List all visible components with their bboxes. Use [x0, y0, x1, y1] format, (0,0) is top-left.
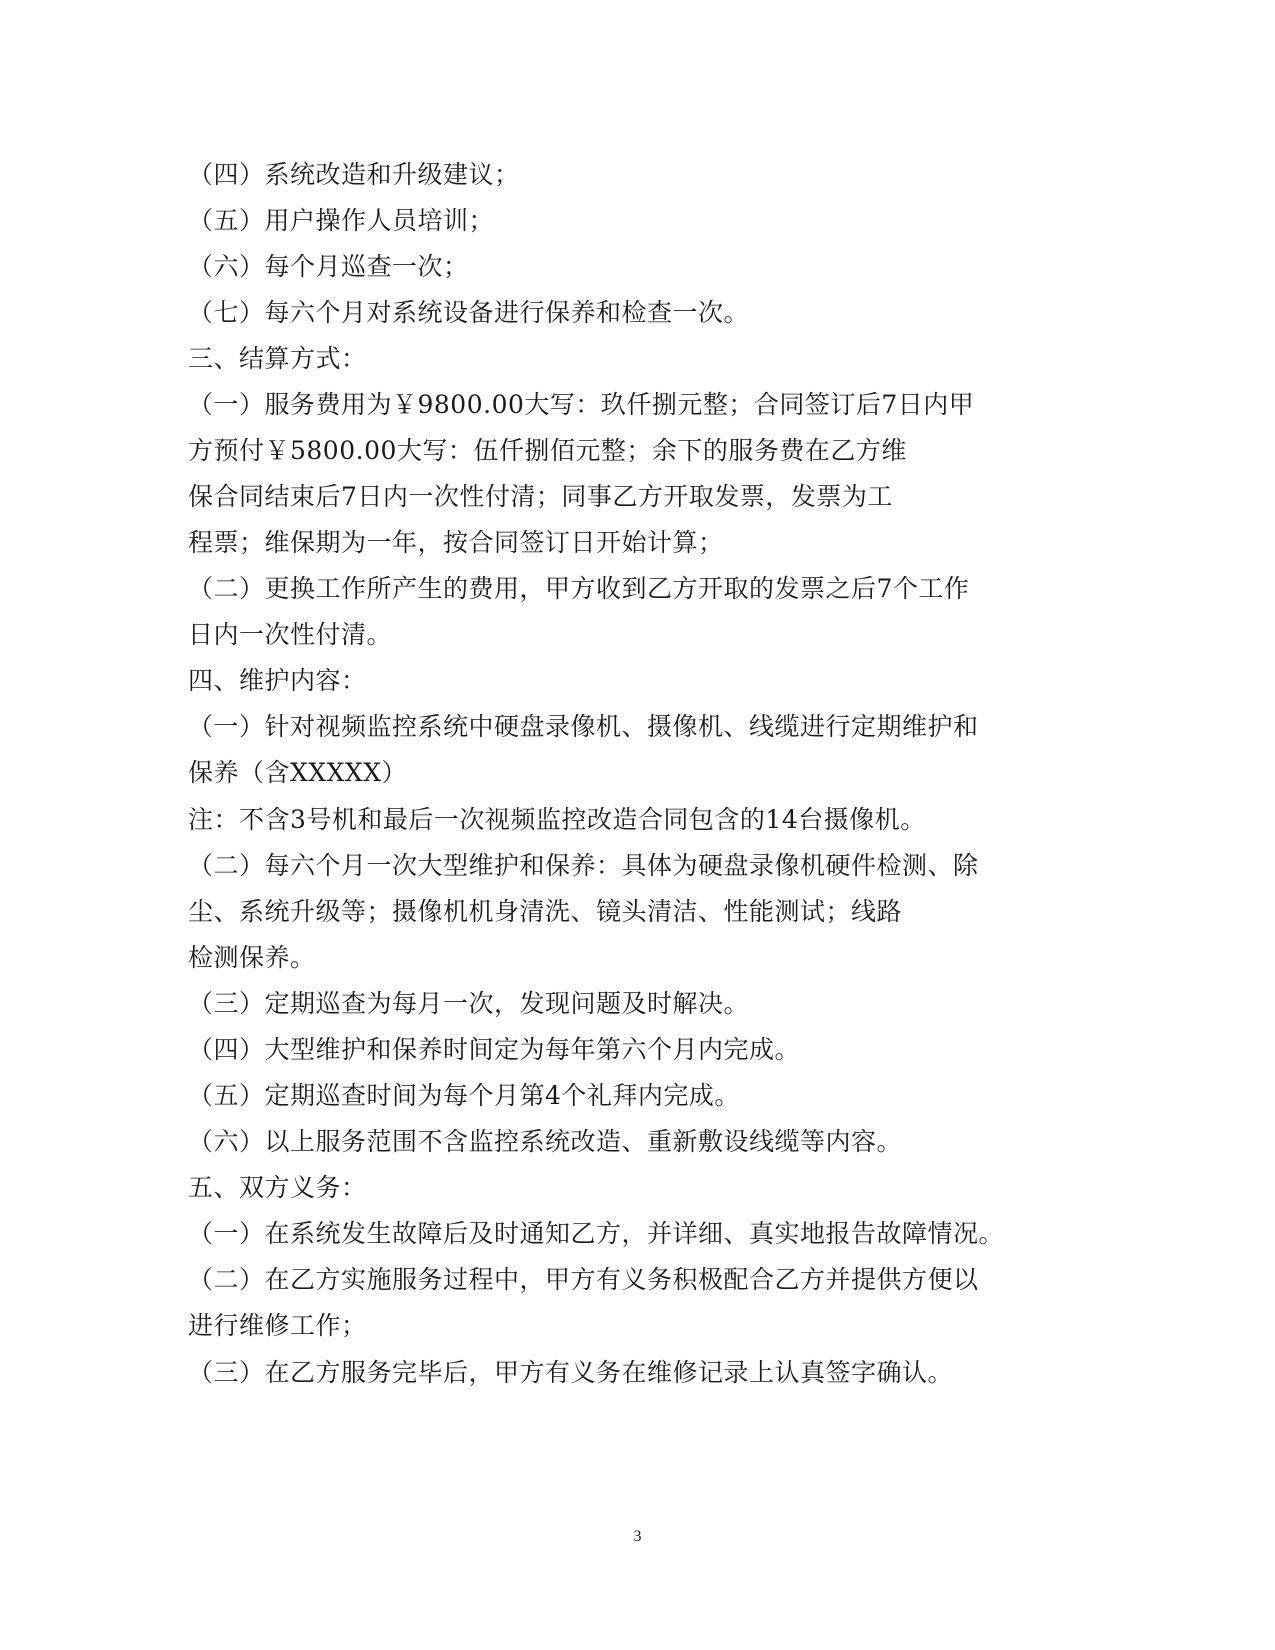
text-line: （二）每六个月一次大型维护和保养：具体为硬盘录像机硬件检测、除: [188, 851, 979, 880]
text-line: （三）定期巡查为每月一次，发现问题及时解决。: [188, 989, 750, 1018]
text-line: （五）定期巡查时间为每个月第4个礼拜内完成。: [188, 1081, 740, 1110]
text-line: 保合同结束后7日内一次性付清；同事乙方开取发票，发票为工: [188, 482, 893, 511]
text-line: （二）在乙方实施服务过程中，甲方有义务积极配合乙方并提供方便以: [188, 1265, 979, 1294]
page-number: 3: [633, 1528, 642, 1545]
text-line: 保养（含XXXXX）: [188, 758, 407, 787]
text-line: （七）每六个月对系统设备进行保养和检查一次。: [188, 298, 750, 327]
text-line: （一）在系统发生故障后及时通知乙方，并详细、真实地报告故障情况。: [188, 1219, 1005, 1248]
note-line: 注：不含3号机和最后一次视频监控改造合同包含的14台摄像机。: [188, 805, 926, 834]
text-line: （五）用户操作人员培训；: [188, 206, 495, 235]
text-line: 检测保养。: [188, 943, 316, 972]
text-line: （三）在乙方服务完毕后，甲方有义务在维修记录上认真签字确认。: [188, 1358, 954, 1387]
text-line: 尘、系统升级等；摄像机机身清洗、镜头清洁、性能测试；线路: [188, 897, 903, 926]
section-heading: 四、维护内容：: [188, 666, 367, 695]
text-line: （六）以上服务范围不含监控系统改造、重新敷设线缆等内容。: [188, 1127, 903, 1156]
text-line: 日内一次性付清。: [188, 620, 393, 649]
text-line: （二）更换工作所产生的费用，甲方收到乙方开取的发票之后7个工作: [188, 574, 970, 603]
section-heading: 五、双方义务：: [188, 1173, 367, 1202]
text-line: （四）系统改造和升级建议；: [188, 160, 520, 189]
text-line: 进行维修工作；: [188, 1311, 367, 1340]
text-line: （一）针对视频监控系统中硬盘录像机、摄像机、线缆进行定期维护和: [188, 712, 979, 741]
text-line: 程票；维保期为一年，按合同签订日开始计算；: [188, 528, 724, 557]
section-heading: 三、结算方式：: [188, 344, 367, 373]
text-line: （一）服务费用为￥9800.00大写：玖仟捌元整；合同签订后7日内甲: [188, 390, 975, 419]
text-line: （四）大型维护和保养时间定为每年第六个月内完成。: [188, 1035, 801, 1064]
text-line: （六）每个月巡查一次；: [188, 252, 469, 281]
text-line: 方预付￥5800.00大写：伍仟捌佰元整；余下的服务费在乙方维: [188, 436, 907, 465]
